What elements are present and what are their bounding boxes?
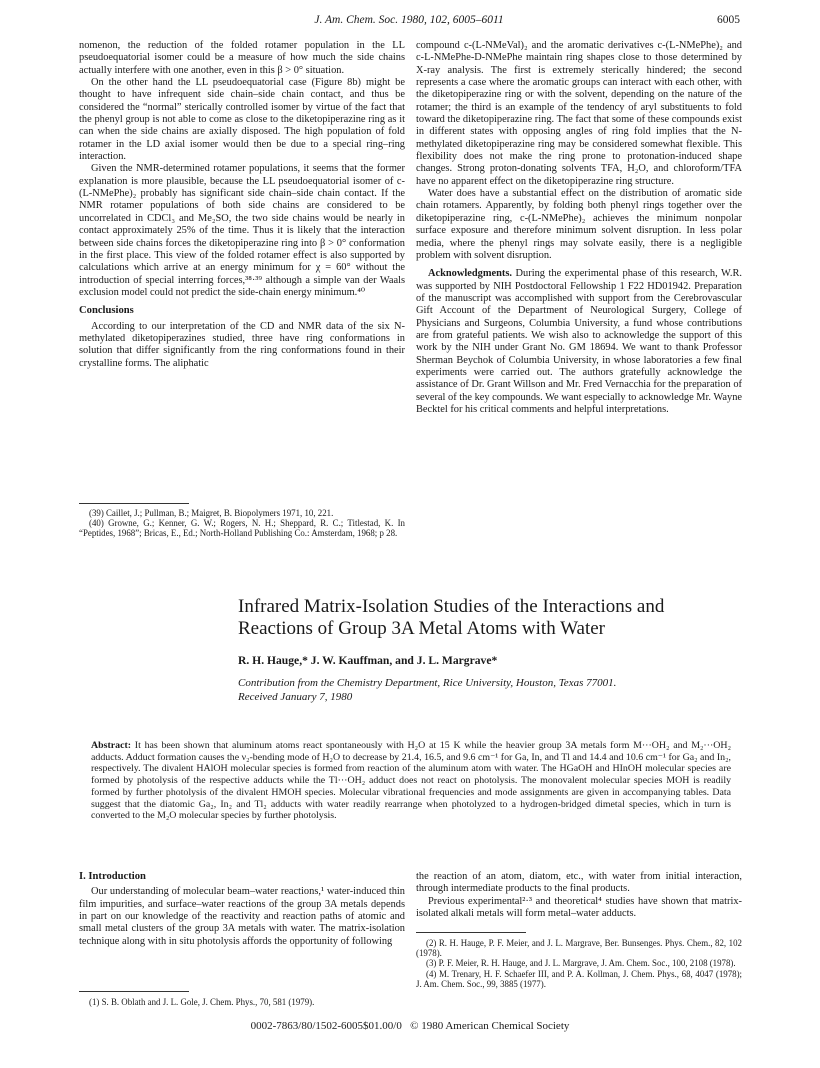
copyright: © 1980 American Chemical Society: [410, 1020, 570, 1032]
right-column-top: [416, 40, 742, 416]
abstract-label: Abstract:: [91, 740, 132, 751]
intro-left-paragraph: Our understanding of molecular beam–water reactions,¹ water-induced thin film impurities, and surface–water reactions of the group 3A metals depends in part on our knowledge of the reactivity and reaction paths of atomic and small metal clusters of the group 3A metals with water. The matrix-isolation technique along with in situ photolysis affords the opportunity of following: [79, 886, 405, 947]
footnote-39: (39) Caillet, J.; Pullman, B.; Maigret, B. Biopolymers 1971, 10, 221.: [89, 508, 334, 518]
title-line-1: Infrared Matrix-Isolation Studies of the Interactions and: [238, 596, 665, 617]
footnote-1: (1) S. B. Oblath and J. L. Gole, J. Chem. Phys., 70, 581 (1979).: [89, 997, 315, 1007]
footnote-2: (2) R. H. Hauge, P. F. Meier, and J. L. Margrave, Ber. Bunsenges. Phys. Chem., 82, 102 (1978).: [416, 938, 742, 959]
footnote-3: (3) P. F. Meier, R. H. Hauge, and J. L. Margrave, J. Am. Chem. Soc., 100, 2108 (1978).: [426, 958, 736, 969]
affiliation: Contribution from the Chemistry Department, Rice University, Houston, Texas 77001.: [238, 677, 617, 689]
left-paragraph-4: According to our interpretation of the CD and NMR data of the six N-methylated diketopiperazines studied, three have ring conformations in solution that differ significantly from the ring conformations found in their crystalline forms. The aliphatic: [79, 320, 405, 369]
intro-right-column: [416, 871, 742, 920]
abstract: [91, 740, 731, 822]
footnote-40: (40) Growne, G.; Kenner, G. W.; Rogers, N. H.; Sheppard, R. C.; Titlestad, K. In “Peptides, 1968”; Bricas, E., Ed.; North-Holland Publishing Co.: Amsterdam, 1968; p 28.: [79, 518, 405, 539]
intro-right-paragraph-1: the reaction of an atom, diatom, etc., with water from initial interaction, through intermediate products to the final products.: [416, 871, 742, 895]
acknowledgments-text: During the experimental phase of this research, W.R. was supported by NIH Postdoctoral Fellowship 1 F22 HD01942. Preparation of the manuscript was accomplished with support from the Cerebrovascular Gift Account of the Department of Neurological Surgery, College of Physicians and Surgeons, Columbia University, a fund whose contributions are from grateful patients. We wish also to acknowledge the support of this work by the NIH under Grant No. GM 18694. We want to thank Professor Sherman Beychok of Columbia University, in whose laboratories a few final experiments were carried out. The authors gratefully acknowledge the assistance of Dr. Grant Willson and Mr. Fred Vernacchia for the preparation of several of the key compounds. We want especially to acknowledge Mr. Wayne Becktel for his critical comments and helpful interpretations.: [416, 268, 743, 415]
intro-right-footnotes: [416, 938, 742, 989]
left-column-top: [79, 40, 405, 370]
intro-left-footnote-rule: [79, 991, 189, 992]
left-paragraph-1: nomenon, the reduction of the folded rotamer population in the LL pseudoequatorial isomer could be a measure of how much the side chains actually interfere with one another, even in this β > 0° situation.: [79, 40, 405, 76]
intro-right-footnote-rule: [416, 932, 526, 933]
intro-right-paragraph-2: Previous experimental²·³ and theoretical⁴ studies have shown that matrix-isolated alkali metals will form metal–water adducts.: [416, 895, 742, 920]
affiliation-block: [238, 677, 778, 704]
left-paragraph-2: On the other hand the LL pseudoequatorial case (Figure 8b) might be thought to have infrequent side chain–side chain contact, and thus be considered the “normal” sterically controlled isomer by virtue of the fact that the phenyl group is not able to come as close to the diketopiperazine ring as it can when the side chains are axially disposed. The high population of fold rotamer in the LD axial isomer would then be due to a special ring–ring interaction.: [79, 77, 405, 163]
right-paragraph-2: Water does have a substantial effect on the distribution of aromatic side chain rotamers. Apparently, by folding both phenyl rings together over the diketopiperazine ring, c-(L-NMePhe)₂ achieves the minimum nonpolar surface exposure and therefore minimum solvent disruption. In less polar media, where the phenyl rings may solvate easily, there is a negligible problem with solvent disruption.: [416, 188, 742, 261]
received-date: Received January 7, 1980: [238, 690, 353, 703]
title-line-2: Reactions of Group 3A Metal Atoms with Water: [238, 618, 605, 639]
page-footer: [79, 1020, 741, 1032]
running-header: [78, 14, 740, 30]
intro-left-column: [79, 871, 405, 948]
article-code: 0002-7863/80/1502-6005$01.00/0: [250, 1020, 402, 1032]
left-footnote-rule: [79, 503, 189, 504]
acknowledgments-paragraph: [416, 268, 742, 416]
journal-citation: J. Am. Chem. Soc. 1980, 102, 6005–6011: [314, 14, 504, 26]
footnote-4: (4) M. Trenary, H. F. Schaefer III, and P. A. Kollman, J. Chem. Phys., 68, 4047 (1978); J. Am. Chem. Soc., 99, 3885 (1977).: [416, 968, 742, 989]
page-number: 6005: [717, 14, 740, 26]
introduction-heading: I. Introduction: [79, 871, 146, 882]
left-paragraph-3: Given the NMR-determined rotamer populations, it seems that the former explanation is more plausible, because the LL pseudoequatorial isomer of c-(L-NMePhe)₂ probably has significant side chain–side chain contact. If the NMR rotamer populations of both side chains are considered to be uncorrelated in CDCl₃ and Me₂SO, the two side chains would be nearly in contact approximately 25% of the time. Thus it is likely that the interaction between side chains forces the diketopiperazine ring into β > 0° conformation in the first place. This view of the folded rotamer effect is also supported by calculations which arrive at an energy minimum for χ = 60° without the introduction of special interring forces,³⁸·³⁹ although a simple van der Waals exclusion model could not predict the side-chain energy minimum.⁴⁰: [79, 163, 405, 298]
abstract-text: It has been shown that aluminum atoms react spontaneously with H₂O at 15 K while the heavier group 3A metals form M···OH₂ and M₂···OH₂ adducts. Adduct formation causes the ν₂-bending mode of H₂O to decrease by 21.4, 16.5, and 9.6 cm⁻¹ for Ga, In, and Tl and 14.4 and 10.6 cm⁻¹ for Ga₂ and In₂, respectively. The divalent HAlOH molecular species is formed from reaction of the aluminum atom with water. The HGaOH and HInOH molecular species are formed by photolysis of the respective adducts while the Tl···OH₂ adduct does not react on photolysis. The monovalent molecular species MOH is readily formed by further photolysis of the divalent HMOH species. Molecular vibrational frequencies and mode assignments are given in accompanying tables. Data suggest that the diatomic Ga₂, In₂ and Tl₂ adducts with water readily rearrange when photolyzed to a hydrogen-bridged dimetal species, which in turn is converted to the M₂O molecular species by further photolysis.: [91, 740, 732, 822]
right-paragraph-1: compound c-(L-NMeVal)₂ and the aromatic derivatives c-(L-NMePhe)₂ and c-L-NMePhe-D-NMePhe maintain ring shapes close to those determined by X-ray analysis. The first is extremely sterically hindered; the second represents a case where the aromatic groups can interact with each other, with the diketopiperazine ring or with the solvent, depending on the nature of the rotamer; the third is an example of the tendency of aryl substituents to fold toward the diketopiperazine ring. The fact that some of these compounds exist in different states with opposing angles of ring fold implies that the N-methylated diketopiperazine ring may be considered somewhat flexible. This flexibility does not make the ring prone to protonation-induced shape changes. Strong proton-donating solvents TFA, H₂O, and chloroform/TFA have no apparent effect on the diketopiperazine ring structure.: [416, 40, 742, 187]
acknowledgments-label: Acknowledgments.: [428, 268, 512, 280]
article-title: [238, 596, 778, 640]
authors: R. H. Hauge,* J. W. Kauffman, and J. L. Margrave*: [238, 654, 498, 667]
intro-left-footnotes: [79, 997, 405, 1007]
conclusions-heading: Conclusions: [79, 305, 134, 317]
left-footnotes: [79, 508, 405, 539]
